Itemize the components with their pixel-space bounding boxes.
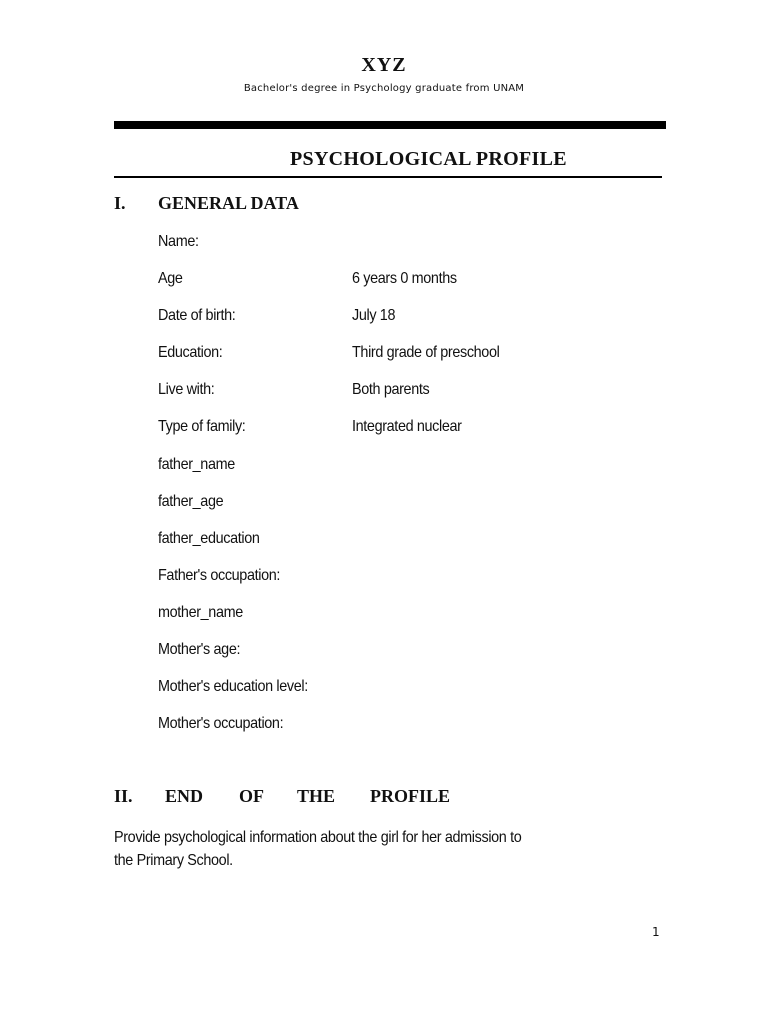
title-underline	[114, 176, 662, 178]
field-education	[0, 344, 768, 368]
organization-name: XYZ	[361, 54, 407, 76]
organization-subtitle: Bachelor's degree in Psychology graduate from UNAM	[243, 83, 525, 94]
document-title: PSYCHOLOGICAL PROFILE	[290, 148, 567, 170]
field-value: July 18	[352, 307, 396, 324]
page-number: 1	[652, 925, 660, 939]
section-2-title-word: END	[165, 786, 204, 806]
section-2-title-word: THE	[297, 786, 336, 806]
field-date-of-birth	[0, 307, 768, 331]
field-label: Mother's occupation:	[158, 715, 284, 732]
field-value: Both parents	[352, 381, 430, 398]
field-value: 6 years 0 months	[352, 270, 457, 287]
field-label: Live with:	[158, 381, 215, 398]
field-mother-age	[0, 641, 768, 665]
section-1-number: I.	[114, 193, 126, 213]
field-value: Integrated nuclear	[352, 418, 462, 435]
field-label: Education:	[158, 344, 223, 361]
field-mother-name	[0, 604, 768, 628]
field-age	[0, 270, 768, 294]
field-father-name	[0, 456, 768, 480]
field-label: Age	[158, 270, 183, 287]
field-name	[0, 233, 768, 257]
field-label: father_age	[158, 493, 224, 510]
field-value: Third grade of preschool	[352, 344, 500, 361]
field-label: Type of family:	[158, 418, 246, 435]
field-label: Mother's education level:	[158, 678, 308, 695]
field-mother-education	[0, 678, 768, 702]
field-label: mother_name	[158, 604, 243, 621]
header-divider	[114, 121, 666, 129]
section-1-title: GENERAL DATA	[158, 193, 299, 213]
section-2-title-word: OF	[239, 786, 264, 806]
field-father-education	[0, 530, 768, 554]
section-2-title-word: PROFILE	[370, 786, 451, 806]
field-live-with	[0, 381, 768, 405]
field-father-age	[0, 493, 768, 517]
field-label: Date of birth:	[158, 307, 236, 324]
field-label: father_name	[158, 456, 235, 473]
field-label: Mother's age:	[158, 641, 241, 658]
field-label: Father's occupation:	[158, 567, 281, 584]
field-label: father_education	[158, 530, 260, 547]
field-mother-occupation	[0, 715, 768, 739]
field-label: Name:	[158, 233, 199, 250]
field-type-of-family	[0, 418, 768, 442]
field-father-occupation	[0, 567, 768, 591]
section-2-text: Provide psychological information about the girl for her admission to the Primary School.	[114, 829, 522, 869]
section-2-number: II.	[114, 786, 133, 806]
